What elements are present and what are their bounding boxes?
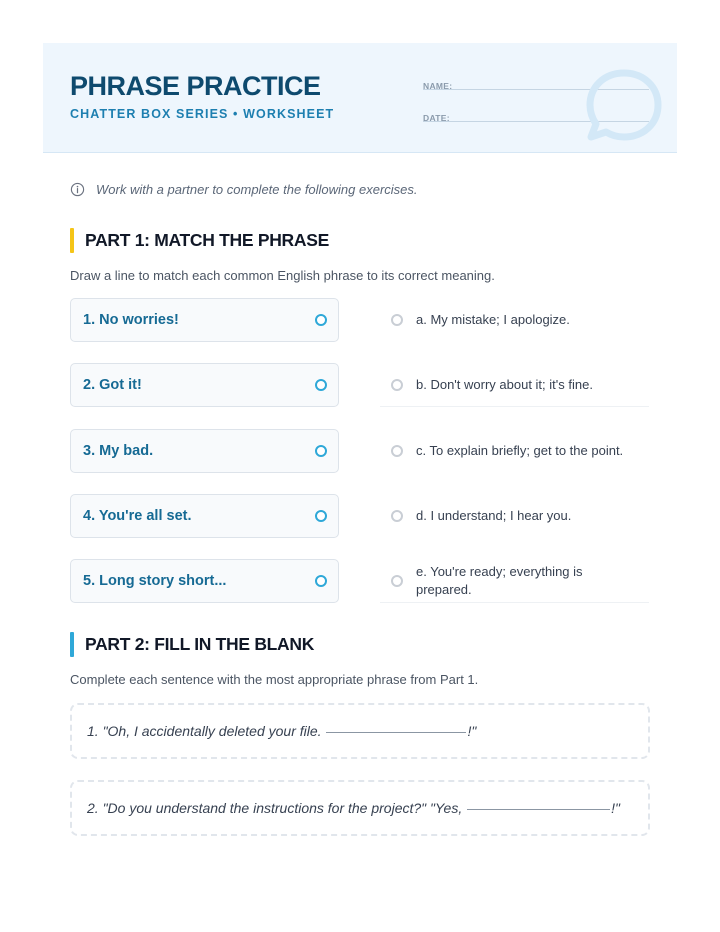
phrase-card-5[interactable]	[70, 559, 339, 603]
meaning-item-e[interactable]	[380, 559, 649, 603]
phrase-card-2[interactable]	[70, 363, 339, 407]
fill-blank-item-2	[70, 780, 650, 836]
meaning-connector-dot[interactable]	[391, 510, 403, 522]
meaning-item-a[interactable]	[380, 298, 649, 342]
part2-description: Complete each sentence with the most appropriate phrase from Part 1.	[70, 672, 479, 687]
page-subtitle: CHATTER BOX SERIES • WORKSHEET	[70, 107, 335, 121]
meaning-item-b[interactable]	[380, 363, 649, 407]
part2-heading	[70, 632, 314, 657]
answer-blank[interactable]	[467, 809, 610, 810]
phrase-card-4[interactable]	[70, 494, 339, 538]
part1-title: PART 1: MATCH THE PHRASE	[85, 230, 329, 250]
phrase-text: 1. No worries!	[83, 312, 179, 328]
meaning-item-c[interactable]	[380, 429, 649, 473]
answer-blank[interactable]	[326, 732, 466, 733]
part1-description: Draw a line to match each common English phrase to its correct meaning.	[70, 268, 495, 283]
date-label: DATE:	[423, 113, 450, 123]
meaning-connector-dot[interactable]	[391, 379, 403, 391]
phrase-text: 4. You're all set.	[83, 508, 192, 524]
info-icon	[70, 182, 85, 197]
phrase-text: 2. Got it!	[83, 377, 142, 393]
sentence-text: 2. "Do you understand the instructions for the project?" "Yes, !"	[87, 800, 620, 816]
phrase-card-3[interactable]	[70, 429, 339, 473]
fill-blank-item-1	[70, 703, 650, 759]
sentence-text: 1. "Oh, I accidentally deleted your file. !"	[87, 723, 477, 739]
part1-heading	[70, 228, 329, 253]
name-label: NAME:	[423, 81, 453, 91]
phrase-connector-dot[interactable]	[315, 445, 327, 457]
meaning-text: e. You're ready; everything is prepared.	[416, 563, 583, 597]
phrase-text: 3. My bad.	[83, 443, 154, 459]
worksheet-header	[43, 43, 677, 153]
part2-title: PART 2: FILL IN THE BLANK	[85, 634, 315, 654]
instructions	[70, 182, 418, 197]
phrase-card-1[interactable]	[70, 298, 339, 342]
meaning-text: b. Don't worry about it; it's fine.	[416, 376, 593, 392]
meaning-text: c. To explain briefly; get to the point.	[416, 443, 624, 458]
meaning-text: d. I understand; I hear you.	[416, 508, 572, 523]
meaning-item-d[interactable]	[380, 494, 649, 538]
phrase-connector-dot[interactable]	[315, 379, 327, 391]
phrase-connector-dot[interactable]	[315, 314, 327, 326]
phrase-connector-dot[interactable]	[315, 575, 327, 587]
meaning-connector-dot[interactable]	[391, 445, 403, 457]
meaning-connector-dot[interactable]	[391, 575, 403, 587]
phrase-text: 5. Long story short...	[83, 573, 227, 589]
part2-accent-bar	[70, 632, 74, 657]
speech-bubble-icon	[579, 57, 669, 147]
phrase-connector-dot[interactable]	[315, 510, 327, 522]
meaning-text: a. My mistake; I apologize.	[416, 312, 570, 327]
page-title: PHRASE PRACTICE	[70, 71, 321, 101]
part1-accent-bar	[70, 228, 74, 253]
instructions-text: Work with a partner to complete the following exercises.	[96, 182, 418, 197]
meaning-connector-dot[interactable]	[391, 314, 403, 326]
